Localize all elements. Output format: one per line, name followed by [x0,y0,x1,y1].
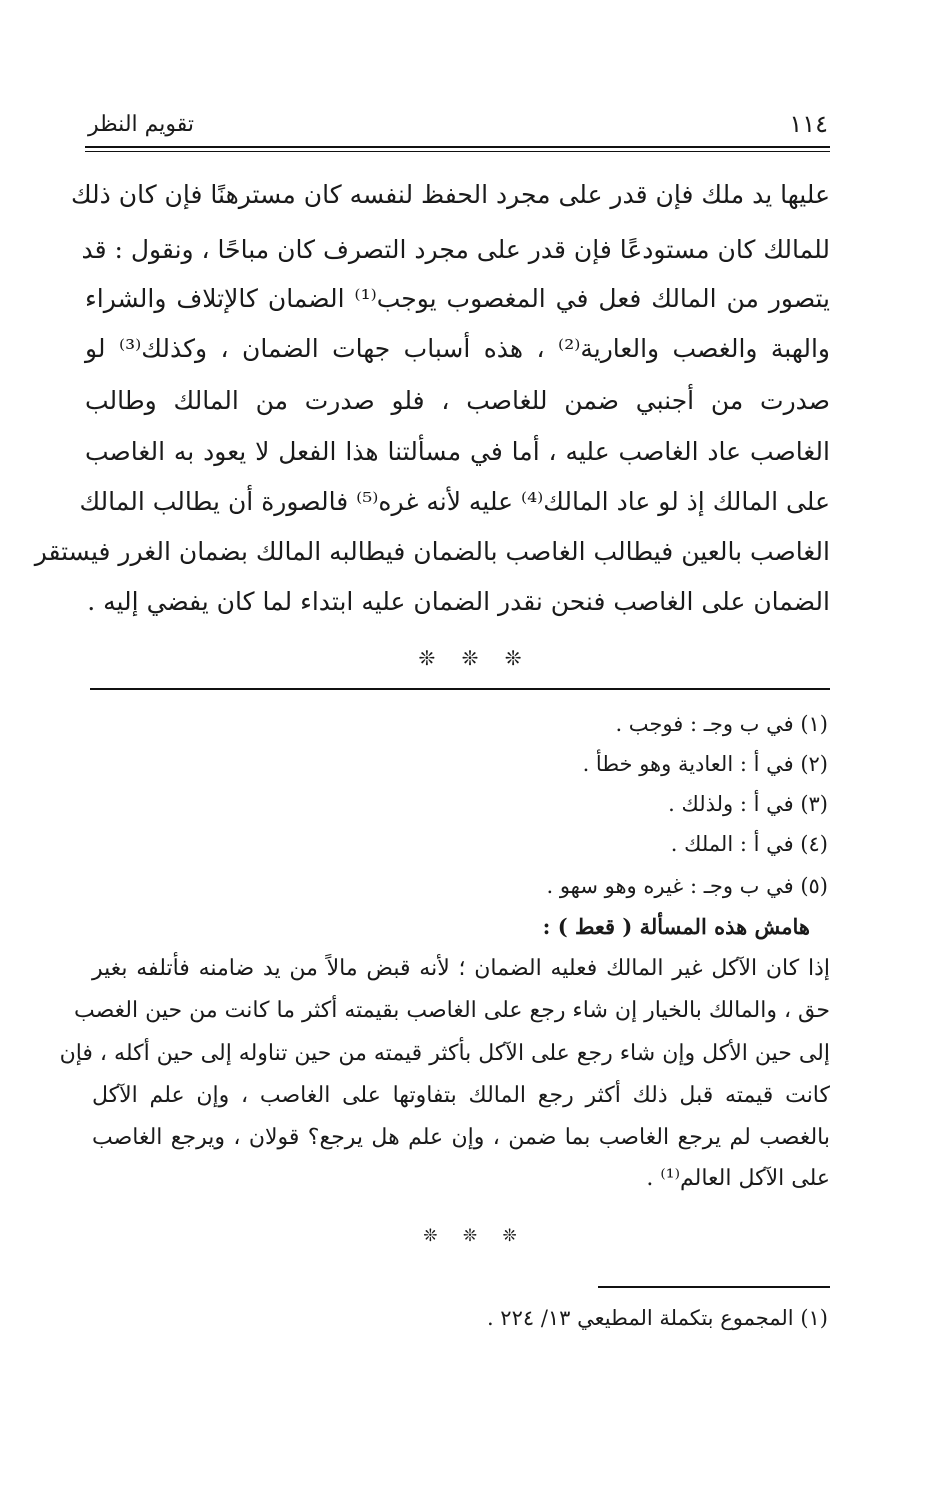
header-rule-thin [85,151,830,152]
hamesh-text-line: كانت قيمته قبل ذلك أكثر رجع المالك بتفاوتها على الغاصب ، وإن علم الآكل [92,1083,830,1108]
hamesh-text-line: إذا كان الآكل غير المالك فعليه الضمان ؛ لأنه قبض مالاً من يد ضامنه فأتلفه بغير [92,956,830,981]
section-separator-asterisks: ❊ ❊ ❊ [418,646,532,670]
main-text-line: على المالك إذ لو عاد المالك⁽⁴⁾ عليه لأنه غره⁽⁵⁾ فالصورة أن يطالب المالك [79,487,830,516]
page-number: ١١٤ [789,110,828,138]
footnote-item: (٤) في أ : الملك . [670,832,828,856]
main-text-line: يتصور من المالك فعل في المغصوب يوجب⁽¹⁾ الضمان كالإتلاف والشراء [85,284,830,313]
hamesh-text-line: إلى حين الأكل وإن شاء رجع على الآكل بأكثر قيمته من حين تناوله إلى حين أكله ، فإن [59,1041,830,1066]
hamesh-text-line: على الآكل العالم⁽¹⁾ . [646,1166,830,1191]
running-header-title: تقويم النظر [88,112,195,137]
section-separator-asterisks: ❊ ❊ ❊ [423,1226,527,1246]
main-text-line: للمالك كان مستودعًا فإن قدر على مجرد التصرف كان مباحًا ، ونقول : قد [81,235,830,264]
bottom-footnote: (١) المجموع بتكملة المطيعي ١٣/ ٢٢٤ . [486,1306,828,1330]
main-text-line: الغاصب عاد الغاصب عليه ، أما في مسألتنا هذا الفعل لا يعود به الغاصب [85,437,830,466]
main-text-line: صدرت من أجنبي ضمن للغاصب ، فلو صدرت من المالك وطالب [85,386,830,415]
footnote-item: (٣) في أ : ولذلك . [668,792,828,816]
footnote-item: (٢) في أ : العادية وهو خطأ . [582,752,828,776]
hamesh-text-line: بالغصب لم يرجع الغاصب بما ضمن ، وإن علم هل يرجع؟ قولان ، ويرجع الغاصب [92,1125,830,1150]
footnote-item: (١) في ب وجـ : فوجب . [615,712,828,736]
main-text-line: عليها يد ملك فإن قدر على مجرد الحفظ لنفسه كان مسترهنًا فإن كان ذلك [70,180,830,209]
hamesh-text-line: حق ، والمالك بالخيار إن شاء رجع على الغاصب بقيمته أكثر ما كانت من حين الغصب [73,998,830,1023]
hamesh-title: هامش هذه المسألة ( قعط ) : [542,914,810,939]
bottom-footnote-rule [598,1286,830,1288]
header-rule-thick [85,146,830,148]
main-text-line: والهبة والغصب والعارية⁽²⁾ ، هذه أسباب جهات الضمان ، وكذلك⁽³⁾ لو [85,334,831,363]
main-text-line: الغاصب بالعين فيطالب الغاصب بالضمان فيطالبه المالك بضمان الغرر فيستقر [34,537,830,566]
footnote-item: (٥) في ب وجـ : غيره وهو سهو . [546,874,828,898]
main-text-line: الضمان على الغاصب فنحن نقدر الضمان عليه ابتداء لما كان يفضي إليه . [87,587,830,616]
footnote-rule [90,688,830,690]
